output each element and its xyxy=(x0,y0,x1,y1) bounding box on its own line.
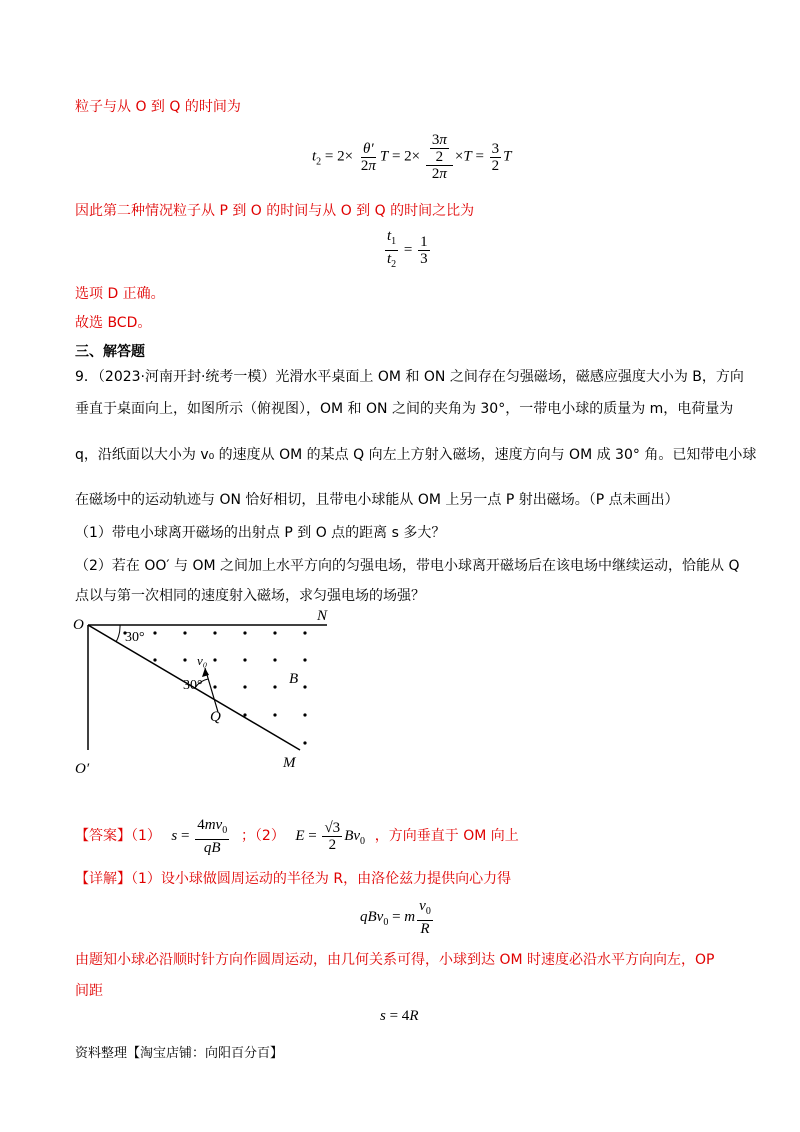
angle-label-o: 30° xyxy=(125,630,145,645)
label-o-prime: O′ xyxy=(75,761,90,777)
detail-equation-s: s = 4R xyxy=(380,1008,419,1024)
equation-t2: $t_2 = 2\times$ $\frac{\theta'}{2\pi}$ T = 2× $\frac{\frac{3\pi}{2}}{2\pi}$ ×T = $\frac{3}{2}$ T xyxy=(312,132,512,182)
question-2-line-2: 点以与第一次相同的速度射入磁场，求匀强电场的场强？ xyxy=(75,588,425,604)
answer-tag: 【答案】 xyxy=(75,827,131,844)
label-q: Q xyxy=(210,709,221,725)
magnetic-field-diagram xyxy=(65,605,355,785)
detail-tag: 【详解】 xyxy=(75,871,131,887)
detail-line-2: 由题知小球必沿顺时针方向作圆周运动，由几何关系可得，小球到达 OM 时速度必沿水平方向向左，OP xyxy=(75,952,715,968)
problem-line-2: 垂直于桌面向上，如图所示（俯视图），OM 和 ON 之间的夹角为 30°，一带电小球的质量为 m，电荷量为 xyxy=(75,401,734,417)
label-m: M xyxy=(283,755,296,771)
solution-line-ratio: 因此第二种情况粒子从 P 到 O 的时间与从 O 到 Q 的时间之比为 xyxy=(75,203,475,219)
section-title: 三、解答题 xyxy=(75,344,145,360)
angle-arc-o xyxy=(116,625,120,642)
equation-ratio: $\frac{t_1}{t_2}$ = $\frac{1}{3}$ xyxy=(387,228,428,270)
problem-line-4: 在磁场中的运动轨迹与 ON 恰好相切，且带电小球能从 OM 上另一点 P 射出磁场。（P 点未画出） xyxy=(75,492,679,508)
question-1: （1）带电小球离开磁场的出射点 P 到 O 点的距离 s 多大？ xyxy=(75,525,446,541)
answer-e-equation: E = $\frac{√3}{2}$ $Bv_0$ xyxy=(295,820,366,853)
angle-label-q: 30° xyxy=(183,678,203,693)
solution-line-time-oq: 粒子与从 O 到 Q 的时间为 xyxy=(75,99,241,115)
answer-line xyxy=(75,817,519,856)
detail-line-3: 间距 xyxy=(75,983,103,999)
problem-line-1: 9．（2023·河南开封·统考一模）光滑水平桌面上 OM 和 ON 之间存在匀强磁场，磁感应强度大小为 B，方向 xyxy=(75,369,744,385)
label-o: O xyxy=(73,617,84,633)
answer-tail: ，方向垂直于 OM 向上 xyxy=(374,827,519,844)
answer-s-equation: s = $\frac{4mv_0}{qB}$ xyxy=(171,817,228,856)
answer-sep: ；（2） xyxy=(240,827,285,844)
detail-equation-lorentz: qBv$_0$ = m $\frac{v_0}{R}$ xyxy=(360,898,431,937)
solution-line-choice: 故选 BCD。 xyxy=(75,315,152,331)
velocity-arrowhead xyxy=(202,668,209,677)
footer-source: 资料整理【淘宝店铺：向阳百分百】 xyxy=(75,1046,284,1061)
problem-line-3: q，沿纸面以大小为 v₀ 的速度从 OM 的某点 Q 向左上方射入磁场，速度方向与 OM 成 30° 角。已知带电小球 xyxy=(75,447,757,463)
detail-text-1: （1）设小球做圆周运动的半径为 R，由洛伦兹力提供向心力得 xyxy=(131,871,512,887)
field-dots xyxy=(123,631,306,744)
label-b: B xyxy=(289,671,299,687)
answer-part1: （1） xyxy=(131,827,161,844)
question-2-line-1: （2）若在 OO′ 与 OM 之间加上水平方向的匀强电场，带电小球离开磁场后在该电场中继续运动，恰能从 Q xyxy=(75,558,740,574)
solution-line-option-d: 选项 D 正确。 xyxy=(75,286,165,302)
detail-line-1 xyxy=(75,868,511,890)
label-v0: v₀ xyxy=(197,653,208,668)
label-n: N xyxy=(317,608,328,624)
